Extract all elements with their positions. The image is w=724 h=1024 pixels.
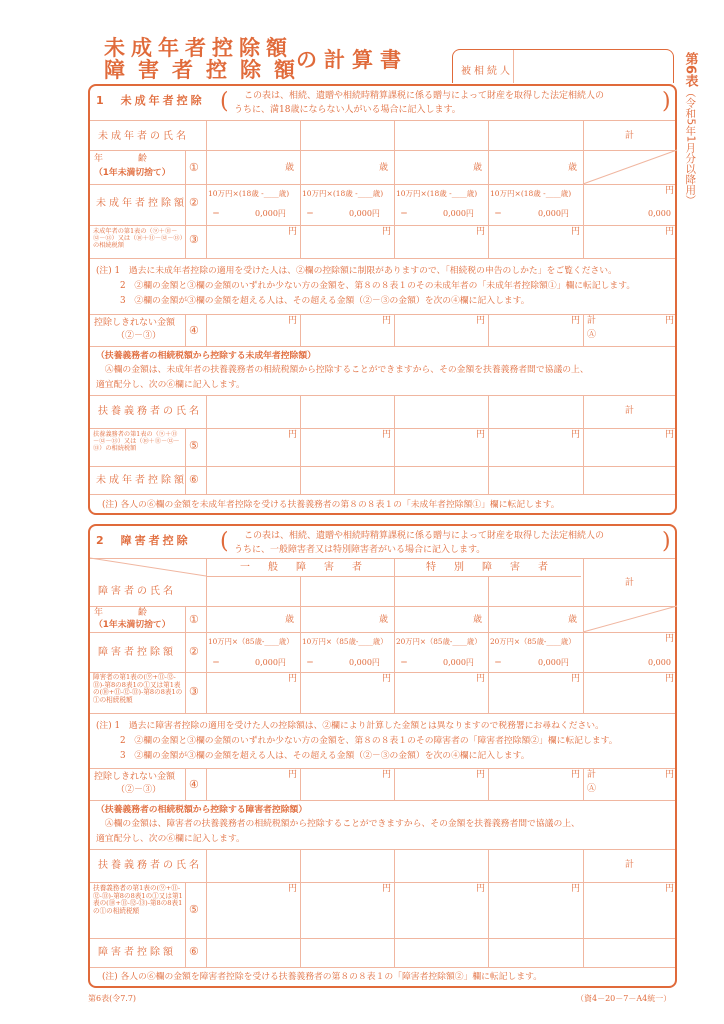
title-line-2: 障害者控除額 (104, 58, 308, 82)
col-special-disabled: 特 別 障 害 者 (426, 562, 552, 573)
minor-deduction-section: 1 未成年者控除 ( この表は、相続、遺贈や相続時精算課税に係る贈与によって財産を取得した法定相続人の うちに、満18歳にならない人がいる場合に記入します。 ) 未成年者の氏名 計 年 齢 （1年未満切捨て） ① 歳 歳 歳 歳 未成年者控除額 ② 10万円×(18歳 -____歳) 10万円×(18歳 -____歳) 10万円×(18歳 -____歳) 10万円×(18歳 -____歳) ＝ ＝ ＝ ＝ 0,000円 0,000円 0,000円 0,000円 円 0,000 未成年者の第1表の（⑨＋⑪－⑫－⑬）又は（⑩＋⑪－⑫－⑬）の相続税額 ③ 円 円 円 円 円 (注) 1 過去に未成年者控除の適用を受けた人は、②欄の控除額に制限がありますので、「相続税の申告のしかた」をご覧ください。 2 ②欄の金額と③欄の金額のいずれか少ない方の金額を、第８の８表１のその未成年者の「未成年者控除額①」欄に転記します。 3 ②欄の金額が③欄の金額を超える人は、その超える金額（②－③の金額）を次の④欄に記入します。 控除しきれない金額 （②－③） ④ 円 円 円 円 計 円 Ⓐ （扶養義務者の相続税額から控除する未成年者控除額） Ⓐ欄の金額は、未成年者の扶養義務者の相続税額から控除することができますから、その金額を扶養義務者間で協議の上、 適宜配分し、次の⑥欄に記入します。 扶養義務者の氏名 計 扶養義務者の第1表の（⑨＋⑪－⑫－⑬）又は（⑩＋⑪－⑫－⑬）の相続税額 ⑤ 円 円 円 円 円 未成年者控除額 ⑥ (注) 各人の⑥欄の金額を未成年者控除を受ける扶養義務者の第８の８表１の「未成年者控除額①」欄に転記します。 (88, 84, 677, 515)
final-note: (注) 各人の⑥欄の金額を未成年者控除を受ける扶養義務者の第８の８表１の「未成年者控除額①」欄に転記します。 (102, 500, 560, 510)
diagonal-line (90, 558, 206, 578)
paren-close: ) (662, 89, 671, 114)
title-line-1: 未成年者控除額 (104, 36, 293, 60)
decedent-box (452, 49, 674, 83)
excess-label: 控除しきれない金額 (94, 318, 176, 328)
footer-form-id: 第6表(令7.7) (88, 994, 137, 1003)
note-3: 3 ②欄の金額が③欄の金額を超える人は、その超える金額（②－③の金額）を次の④欄に記入します。 (120, 751, 530, 761)
decedent-label: 被相続人 (461, 66, 513, 77)
note-1: (注) 1 過去に未成年者控除の適用を受けた人は、②欄の控除額に制限がありますので、「相続税の申告のしかた」をご覧ください。 (96, 266, 617, 276)
form-period: （令和5年1月分以降用） (684, 87, 697, 206)
note-1: (注) 1 過去に障害者控除の適用を受けた人の控除額は、②欄により計算した金額とは異なりますので税務署にお尋ねください。 (96, 721, 604, 731)
diagonal-line (583, 606, 677, 632)
section-heading: 2 障害者控除 (96, 534, 191, 547)
section-description: この表は、相続、遺贈や相続時精算課税に係る贈与によって財産を取得した法定相続人の うちに、一般障害者又は特別障害者がいる場合に記入します。 (234, 531, 605, 555)
supporter-name-label: 扶養義務者の氏名 (98, 406, 202, 417)
total-label: 計 (625, 131, 635, 141)
section-heading: 1 未成年者控除 (96, 94, 205, 107)
minor-tax-label: 未成年者の第1表の（⑨＋⑪－⑫－⑬）又は（⑩＋⑪－⑫－⑬）の相続税額 (93, 228, 183, 249)
note-2: 2 ②欄の金額と③欄の金額のいずれか少ない方の金額を、第８の８表１のその障害者の「障害者控除額②」欄に転記します。 (120, 736, 618, 746)
title-suffix: の計算書 (296, 48, 408, 72)
paren-open: ( (220, 89, 229, 114)
section-description: この表は、相続、遺贈や相続時精算課税に係る贈与によって財産を取得した法定相続人の うちに、満18歳にならない人がいる場合に記入します。 (234, 91, 605, 115)
minor-name-label: 未成年者の氏名 (98, 131, 189, 142)
disabled-name-label: 障害者の氏名 (98, 586, 176, 597)
divider (513, 50, 514, 83)
col-general-disabled: 一 般 障 害 者 (240, 562, 366, 573)
decedent-input[interactable] (517, 54, 669, 78)
form-number: 第6表 (682, 52, 698, 88)
paren-close: ) (662, 529, 671, 554)
side-label (680, 52, 700, 205)
disability-deduction-section: 2 障害者控除 ( この表は、相続、遺贈や相続時精算課税に係る贈与によって財産を取得した法定相続人の うちに、一般障害者又は特別障害者がいる場合に記入します。 ) 一 般 障 害 者 特 別 障 害 者 障害者の氏名 計 年 齢 （1年未満切捨て） ① 歳 歳 歳 歳 障害者控除額 ② 10万円×（85歳-____歳） 10万円×（85歳-____歳） 20万円×（85歳-____歳） 20万円×（85歳-____歳） ＝ ＝ ＝ ＝ 0,000円 0,000円 0,000円 0,000円 円 0,000 障害者の第1表の(⑨+⑪-⑫-⑬)-第8の8表1の①又は第1表の(⑩+⑪-⑫-⑬)-第8の8表1の①の相続税額 ③ 円 円 円 円 円 (注) 1 過去に障害者控除の適用を受けた人の控除額は、②欄により計算した金額とは異なりますので税務署にお尋ねください。 2 ②欄の金額と③欄の金額のいずれか少ない方の金額を、第８の８表１のその障害者の「障害者控除額②」欄に転記します。 3 ②欄の金額が③欄の金額を超える人は、その超える金額（②－③の金額）を次の④欄に記入します。 控除しきれない金額 （②－③） ④ 円 円 円 円 計 円 Ⓐ （扶養義務者の相続税額から控除する障害者控除額） Ⓐ欄の金額は、障害者の扶養義務者の相続税額から控除することができますから、その金額を扶養義務者間で協議の上、 適宜配分し、次の⑥欄に記入します。 扶養義務者の氏名 計 扶養義務者の第1表の(⑨+⑪-⑫-⑬)-第8の8表1の①又は第1表の(⑩+⑪-⑫-⑬)-第8の8表1の①の相続税額 ⑤ 円 円 円 円 円 障害者控除額 ⑥ (注) 各人の⑥欄の金額を障害者控除を受ける扶養義務者の第８の８表１の「障害者控除額②」欄に転記します。 (88, 524, 677, 988)
diagonal-line (583, 150, 677, 184)
footer-code: （資4－20－7－A4統一） (576, 994, 672, 1003)
note-3: 3 ②欄の金額が③欄の金額を超える人は、その超える金額（②－③の金額）を次の④欄に記入します。 (120, 296, 530, 306)
minor-deduction-label: 未成年者控除額 (96, 198, 187, 209)
paren-open: ( (220, 529, 229, 554)
support-heading: （扶養義務者の相続税額から控除する未成年者控除額） (96, 351, 316, 361)
note-2: 2 ②欄の金額と③欄の金額のいずれか少ない方の金額を、第８の８表１のその未成年者の「未成年者控除額①」欄に転記します。 (120, 281, 636, 291)
